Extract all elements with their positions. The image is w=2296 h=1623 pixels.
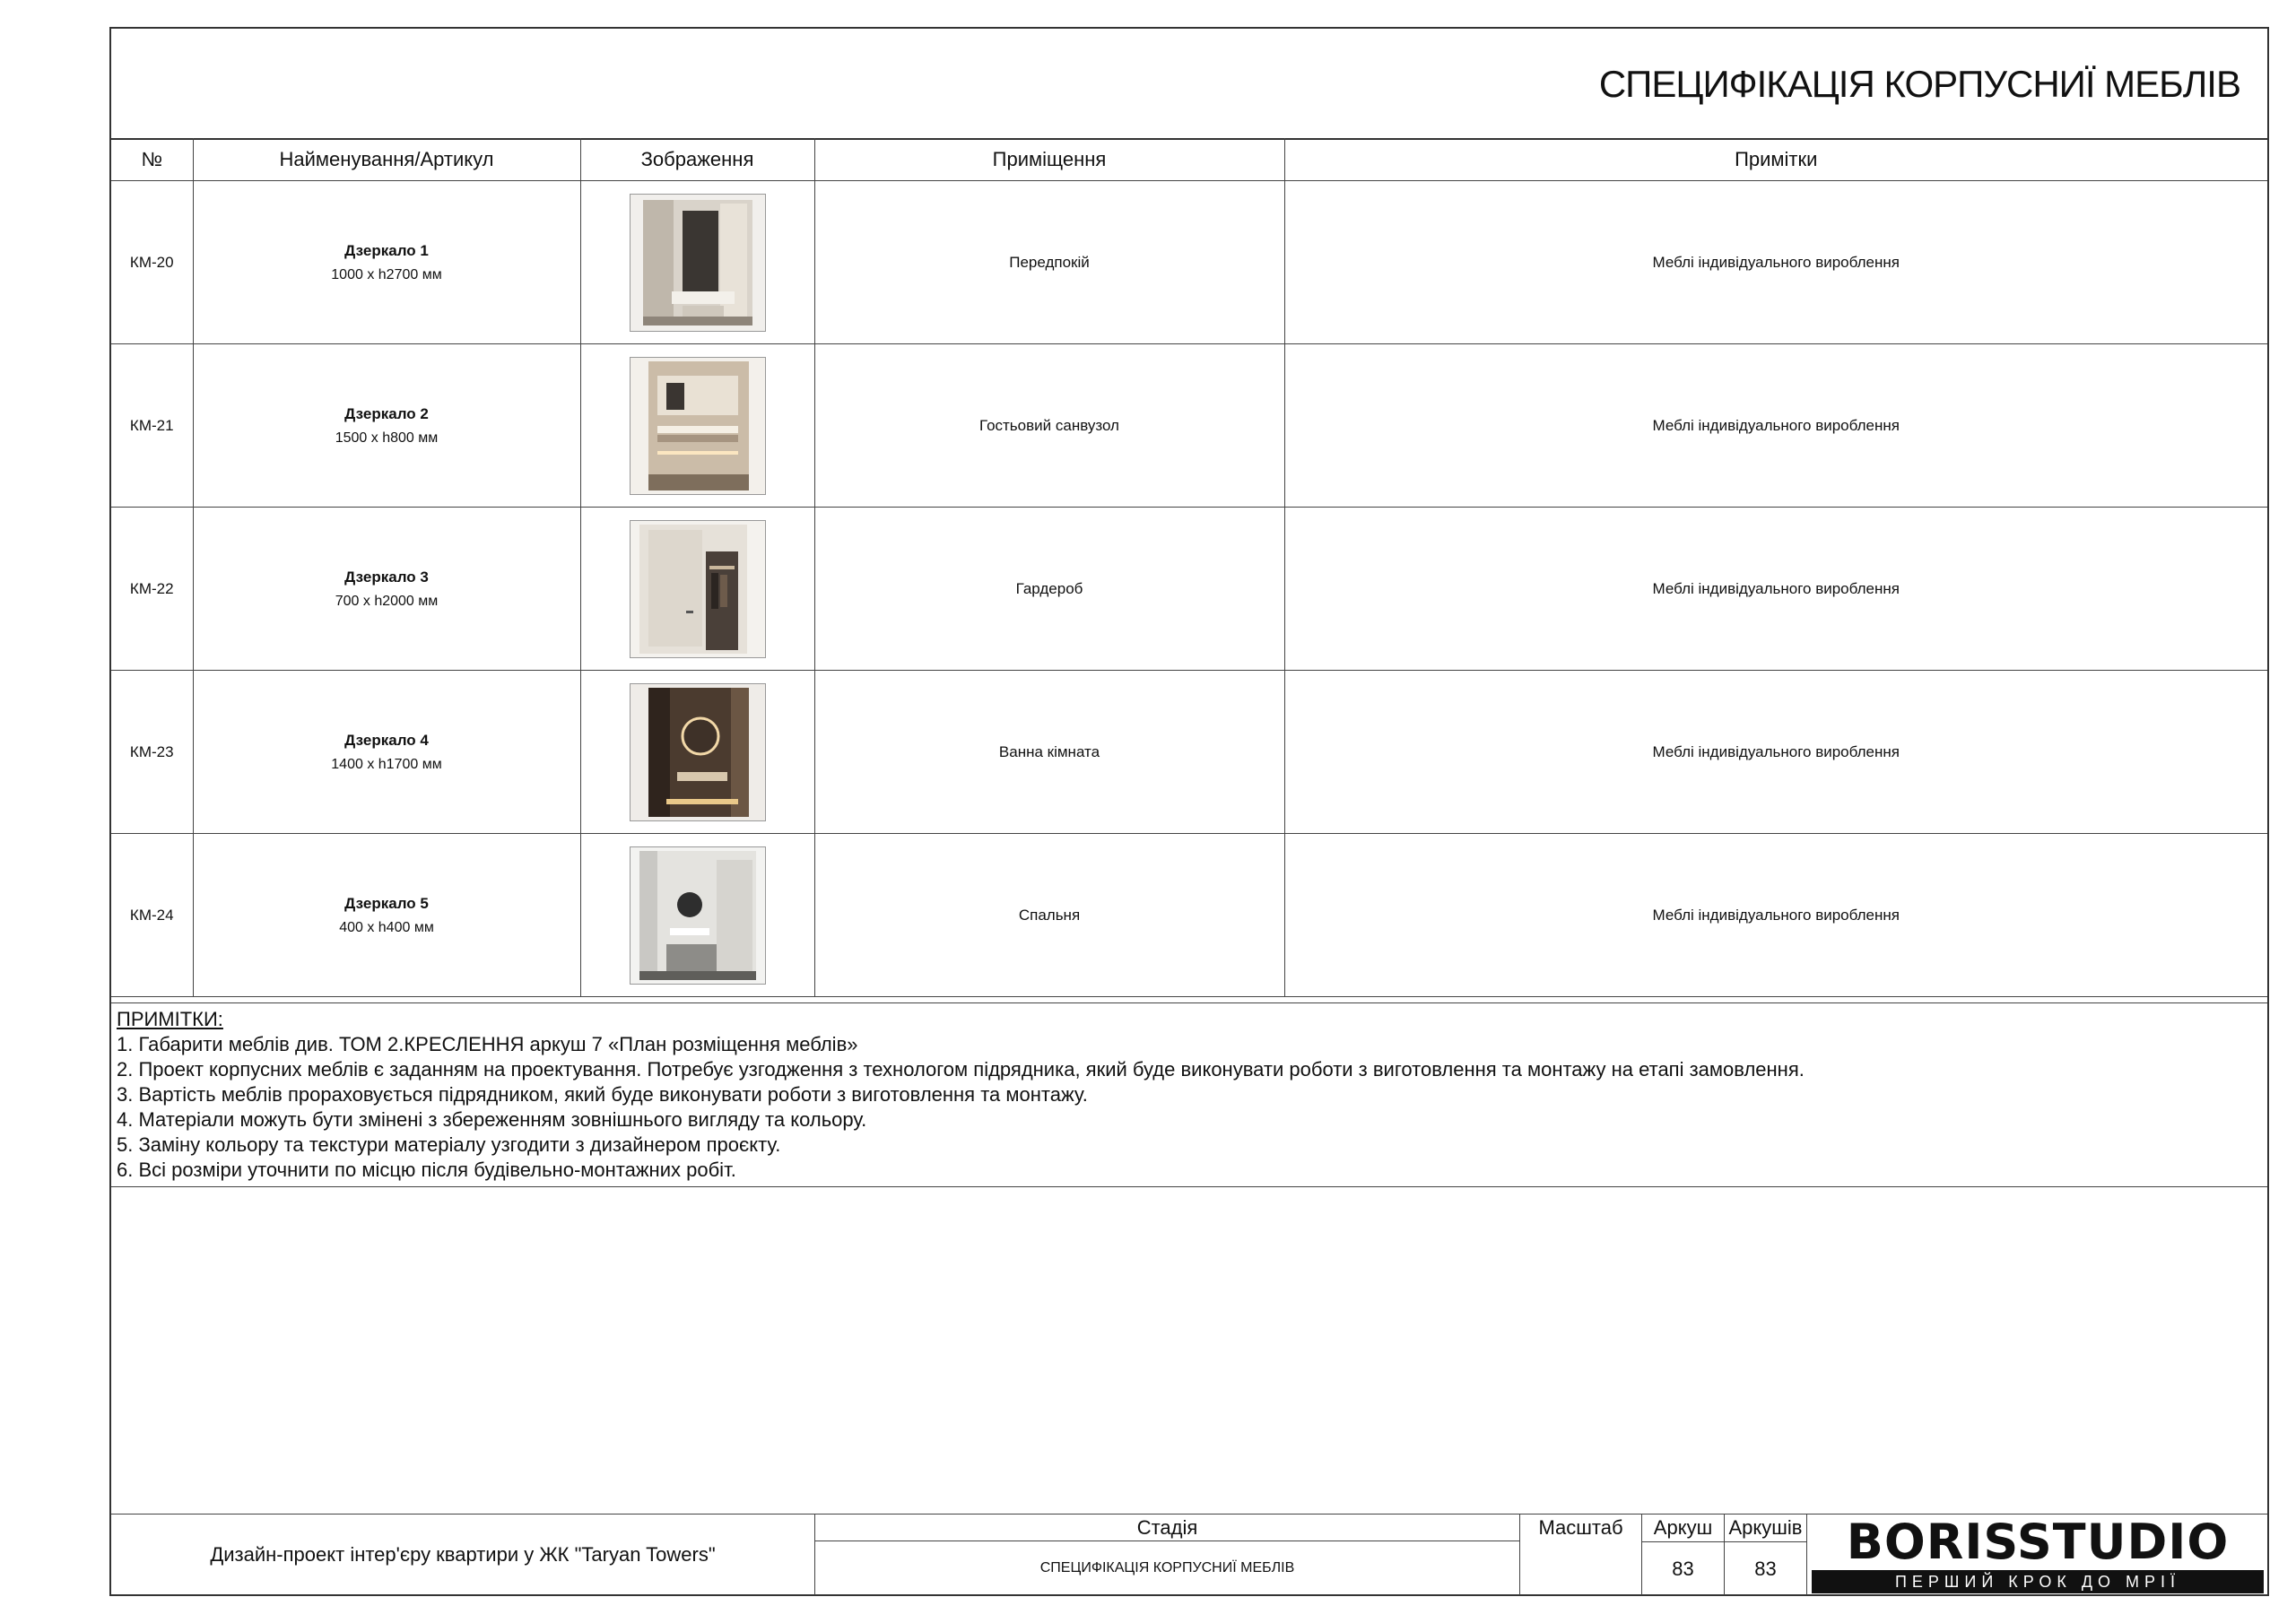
item-note: Меблі індивідуального вироблення	[1284, 344, 2267, 508]
item-room: Передпокій	[814, 181, 1284, 344]
item-size: 1400 x h1700 мм	[331, 756, 442, 772]
item-code: КМ-20	[111, 181, 193, 344]
item-code: КМ-21	[111, 344, 193, 508]
header-number: №	[111, 138, 193, 181]
logo-wordmark: BORISSTUDIO	[1846, 1514, 2230, 1570]
item-image-cell	[580, 344, 814, 508]
logo-tagline: ПЕРШИЙ КРОК ДО МРІЇ	[1812, 1570, 2264, 1593]
notes-list	[117, 1032, 2262, 1183]
drawing-sheet	[109, 27, 2269, 1596]
item-image-cell	[580, 508, 814, 671]
item-name: Дзеркало 2	[344, 404, 429, 422]
item-size: 1500 x h800 мм	[335, 430, 439, 446]
item-name-cell	[193, 344, 580, 508]
item-room: Ванна кімната	[814, 671, 1284, 834]
item-size: 400 x h400 мм	[339, 919, 434, 935]
header-name: Найменування/Артикул	[193, 138, 580, 181]
note-item: 3. Вартість меблів прораховується підрядником, який буде виконувати роботи з виготовлення та монтажу.	[117, 1083, 1088, 1106]
notes-heading: ПРИМІТКИ:	[117, 1008, 223, 1030]
item-name: Дзеркало 3	[344, 568, 429, 586]
item-name: Дзеркало 1	[344, 241, 429, 259]
item-note: Меблі індивідуального вироблення	[1284, 834, 2267, 997]
header-room: Приміщення	[814, 138, 1284, 181]
item-room: Гостьовий санвузол	[814, 344, 1284, 508]
header-notes: Примітки	[1284, 138, 2267, 181]
header-image: Зображення	[580, 138, 814, 181]
item-photo	[630, 194, 766, 332]
sheets-label: Аркушів	[1725, 1515, 1807, 1541]
sheet-title-footer: СПЕЦИФІКАЦІЯ КОРПУСНИЇ МЕБЛІВ	[815, 1541, 1520, 1595]
specification-table	[111, 138, 2267, 997]
item-code: КМ-22	[111, 508, 193, 671]
note-item: 5. Заміну кольору та текстури матеріалу узгодити з дизайнером проєкту.	[117, 1133, 781, 1156]
item-room: Спальня	[814, 834, 1284, 997]
title-area	[111, 29, 2267, 140]
table-header-row	[111, 138, 2267, 181]
item-name-cell	[193, 181, 580, 344]
sheet-number: 83	[1642, 1541, 1725, 1595]
item-name-cell	[193, 834, 580, 997]
note-item: 1. Габарити меблів див. ТОМ 2.КРЕСЛЕННЯ аркуш 7 «План розміщення меблів»	[117, 1033, 858, 1055]
table-row	[111, 181, 2267, 344]
table-row	[111, 834, 2267, 997]
item-code: КМ-23	[111, 671, 193, 834]
note-item: 6. Всі розміри уточнити по місцю після будівельно-монтажних робіт.	[117, 1159, 736, 1181]
item-size: 1000 x h2700 мм	[331, 266, 442, 282]
item-image-cell	[580, 671, 814, 834]
scale-label: Масштаб	[1520, 1515, 1642, 1541]
item-photo	[630, 357, 766, 495]
sheet-label: Аркуш	[1642, 1515, 1725, 1541]
item-photo	[630, 683, 766, 821]
item-note: Меблі індивідуального вироблення	[1284, 671, 2267, 834]
item-size: 700 x h2000 мм	[335, 593, 439, 609]
stage-label: Стадія	[815, 1515, 1520, 1541]
item-image-cell	[580, 181, 814, 344]
note-item: 2. Проект корпусних меблів є заданням на проектування. Потребує узгодження з технологом підрядника, який буде виконувати роботи з виготовлення та монтажу на етапі замовлення.	[117, 1058, 1805, 1081]
note-item: 4. Матеріали можуть бути змінені з збереженням зовнішнього вигляду та кольору.	[117, 1108, 867, 1131]
item-image-cell	[580, 834, 814, 997]
sheets-total: 83	[1725, 1541, 1807, 1595]
item-note: Меблі індивідуального вироблення	[1284, 181, 2267, 344]
item-photo	[630, 520, 766, 658]
sheet-title: СПЕЦИФІКАЦІЯ КОРПУСНИЇ МЕБЛІВ	[1598, 63, 2240, 105]
table-row	[111, 344, 2267, 508]
item-name: Дзеркало 4	[344, 731, 429, 749]
item-photo	[630, 846, 766, 985]
item-room: Гардероб	[814, 508, 1284, 671]
item-note: Меблі індивідуального вироблення	[1284, 508, 2267, 671]
table-row	[111, 508, 2267, 671]
table-row	[111, 671, 2267, 834]
project-name: Дизайн-проект інтер'єру квартири у ЖК "Taryan Towers"	[111, 1515, 815, 1595]
title-block	[111, 1514, 2267, 1594]
item-name-cell	[193, 671, 580, 834]
scale-value	[1520, 1541, 1642, 1595]
item-name: Дзеркало 5	[344, 894, 429, 912]
item-name-cell	[193, 508, 580, 671]
notes-section	[111, 1002, 2267, 1187]
item-code: КМ-24	[111, 834, 193, 997]
studio-logo	[1812, 1516, 2264, 1593]
